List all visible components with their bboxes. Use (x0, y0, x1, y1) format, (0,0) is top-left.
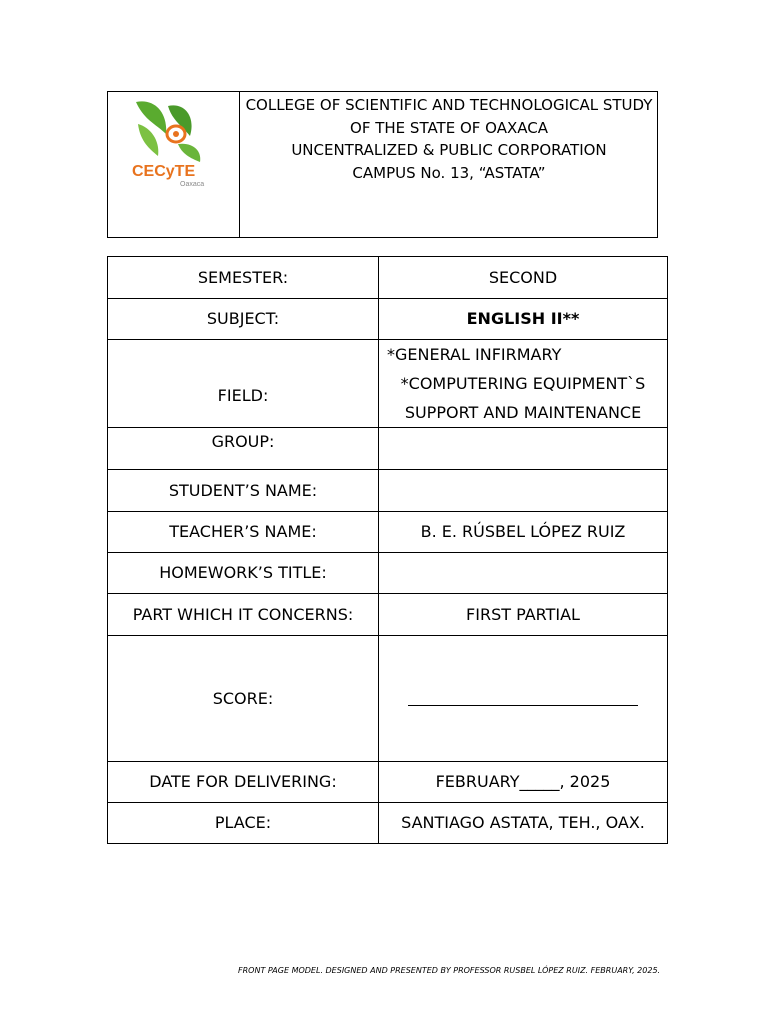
table-row (108, 803, 668, 844)
date-label: DATE FOR DELIVERING: (108, 762, 379, 803)
group-label: GROUP: (108, 428, 379, 470)
footer-note: FRONT PAGE MODEL. DESIGNED AND PRESENTED BY PROFESSOR RUSBEL LÓPEZ RUIZ. FEBRUARY, 2025. (238, 966, 661, 975)
header-line-2: OF THE STATE OF OAXACA (350, 118, 548, 137)
table-row (108, 553, 668, 594)
homework-title-label: HOMEWORK’S TITLE: (108, 553, 379, 594)
field-line-1: *GENERAL INFIRMARY (387, 345, 562, 364)
field-value (379, 340, 668, 428)
student-name-value (379, 470, 668, 512)
subject-value: ENGLISH II** (379, 299, 668, 340)
table-row (108, 594, 668, 636)
score-value (379, 636, 668, 762)
logo-text: CECyTE (132, 163, 196, 180)
semester-value: SECOND (379, 257, 668, 299)
teacher-name-label: TEACHER’S NAME: (108, 512, 379, 553)
header-box (107, 91, 658, 238)
semester-label: SEMESTER: (108, 257, 379, 299)
group-value (379, 428, 668, 470)
part-value: FIRST PARTIAL (379, 594, 668, 636)
subject-label: SUBJECT: (108, 299, 379, 340)
homework-title-value (379, 553, 668, 594)
table-row (108, 636, 668, 762)
table-row (108, 512, 668, 553)
teacher-name-value: B. E. RÚSBEL LÓPEZ RUIZ (379, 512, 668, 553)
logo-cell (108, 92, 240, 237)
header-line-4: CAMPUS No. 13, “ASTATA” (352, 163, 546, 182)
header-line-3: UNCENTRALIZED & PUBLIC CORPORATION (291, 141, 607, 159)
place-label: PLACE: (108, 803, 379, 844)
field-line-2: *COMPUTERING EQUIPMENT`S (400, 374, 646, 393)
score-label: SCORE: (108, 636, 379, 762)
date-value: FEBRUARY_____, 2025 (379, 762, 668, 803)
table-row (108, 762, 668, 803)
place-value: SANTIAGO ASTATA, TEH., OAX. (379, 803, 668, 844)
table-row (108, 470, 668, 512)
header-line-1: COLLEGE OF SCIENTIFIC AND TECHNOLOGICAL STUDY (245, 96, 653, 114)
cover-info-table (107, 256, 668, 844)
table-row (108, 340, 668, 428)
field-label: FIELD: (108, 340, 379, 428)
header-title-block (241, 94, 657, 184)
score-blank-line (408, 687, 638, 706)
table-row (108, 428, 668, 470)
student-name-label: STUDENT’S NAME: (108, 470, 379, 512)
cecyte-logo (116, 94, 226, 189)
field-line-3: SUPPORT AND MAINTENANCE (404, 403, 642, 422)
logo-subtext: Oaxaca (180, 181, 205, 188)
table-row (108, 257, 668, 299)
part-label: PART WHICH IT CONCERNS: (108, 594, 379, 636)
table-row (108, 299, 668, 340)
